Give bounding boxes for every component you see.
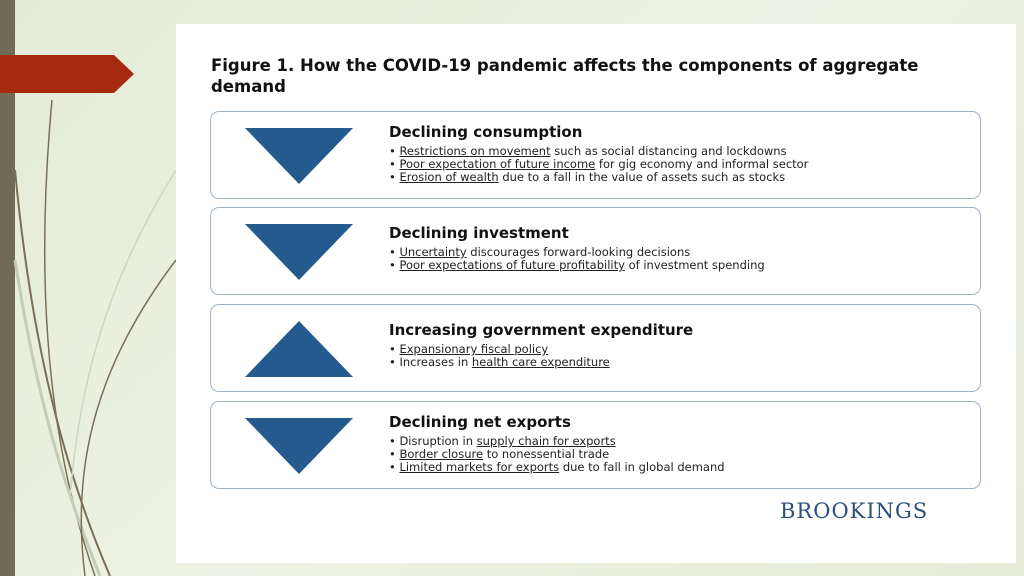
bullet-underlined-text: health care expenditure [471, 355, 610, 369]
bullet-underlined-text: Limited markets for exports [399, 460, 560, 474]
bullet-text: due to fall in global demand [559, 460, 725, 474]
title-arrow-shape [0, 55, 134, 93]
component-box [210, 401, 981, 489]
figure-panel [176, 24, 1016, 563]
bullet-text: discourages forward-looking decisions [466, 245, 691, 259]
bullet-item: • Poor expectations of future profitability of investment spending [389, 258, 765, 272]
bullet-underlined-text: Border closure [399, 447, 484, 461]
bullet-text: such as social distancing and lockdowns [550, 144, 787, 158]
box-content [389, 413, 725, 474]
bullet-item: • Erosion of wealth due to a fall in the value of assets such as stocks [389, 170, 786, 184]
bullet-underlined-text: supply chain for exports [476, 434, 616, 448]
bullet-item: • Border closure to nonessential trade [389, 447, 610, 461]
bullet-text: Increases in [399, 355, 472, 369]
brookings-logo: BROOKINGS [780, 499, 929, 523]
bullet-underlined-text: Erosion of wealth [399, 170, 499, 184]
box-content [389, 321, 693, 369]
bullet-underlined-text: Poor expectations of future profitability [399, 258, 625, 272]
bullet-underlined-text: Uncertainty [399, 245, 467, 259]
bullet-text: Disruption in [399, 434, 477, 448]
component-box [210, 111, 981, 199]
box-heading: Declining consumption [389, 123, 583, 141]
bullet-item: • Increases in health care expenditure [389, 355, 610, 369]
box-heading: Declining net exports [389, 413, 571, 431]
bullet-item: • Uncertainty discourages forward-looking decisions [389, 245, 691, 259]
bullet-underlined-text: Poor expectation of future income [399, 157, 596, 171]
bullet-item: • Limited markets for exports due to fall in global demand [389, 460, 725, 474]
triangle-up-icon [245, 321, 353, 377]
box-content [389, 123, 808, 184]
bullet-text: to nonessential trade [483, 447, 610, 461]
component-box [210, 304, 981, 392]
component-box [210, 207, 981, 295]
bullet-item: • Disruption in supply chain for exports [389, 434, 616, 448]
box-content [389, 224, 765, 272]
bullet-item: • Expansionary fiscal policy [389, 342, 549, 356]
bullet-text: due to a fall in the value of assets such as stocks [498, 170, 786, 184]
bullet-underlined-text: Restrictions on movement [399, 144, 551, 158]
bullet-text: for gig economy and informal sector [595, 157, 809, 171]
triangle-down-icon [245, 128, 353, 184]
bullet-item: • Restrictions on movement such as social distancing and lockdowns [389, 144, 787, 158]
bullet-text: of investment spending [624, 258, 765, 272]
bullet-item: • Poor expectation of future income for gig economy and informal sector [389, 157, 809, 171]
box-heading: Declining investment [389, 224, 569, 242]
figure-title: Figure 1. How the COVID-19 pandemic affects the components of aggregate demand [211, 56, 919, 96]
triangle-down-icon [245, 418, 353, 474]
triangle-down-icon [245, 224, 353, 280]
box-heading: Increasing government expenditure [389, 321, 694, 339]
bullet-underlined-text: Expansionary fiscal policy [399, 342, 549, 356]
